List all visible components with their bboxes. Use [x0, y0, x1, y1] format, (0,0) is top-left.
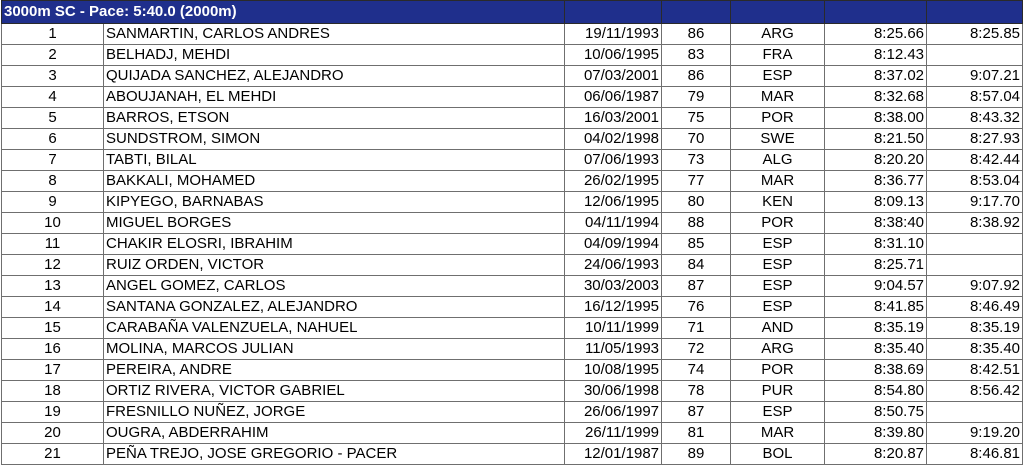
season-best-cell: 8:36.77 [825, 171, 927, 192]
athlete-name-cell: CARABAÑA VALENZUELA, NAHUEL [104, 318, 565, 339]
birth-date-cell: 16/12/1995 [565, 297, 662, 318]
personal-best-cell [927, 255, 1023, 276]
season-best-cell: 8:50.75 [825, 402, 927, 423]
table-row [2, 297, 1023, 318]
table-row [2, 171, 1023, 192]
season-best-cell: 8:35.19 [825, 318, 927, 339]
nation-cell: FRA [731, 45, 825, 66]
nation-cell: SWE [731, 129, 825, 150]
athlete-name-cell: MIGUEL BORGES [104, 213, 565, 234]
personal-best-cell: 8:42.51 [927, 360, 1023, 381]
season-best-cell: 8:09.13 [825, 192, 927, 213]
table-row [2, 150, 1023, 171]
table-row [2, 66, 1023, 87]
bib-cell: 83 [662, 45, 731, 66]
birth-date-cell: 06/06/1987 [565, 87, 662, 108]
table-row [2, 192, 1023, 213]
nation-cell: ESP [731, 402, 825, 423]
athlete-name-cell: ABOUJANAH, EL MEHDI [104, 87, 565, 108]
position-cell: 19 [2, 402, 104, 423]
nation-cell: MAR [731, 423, 825, 444]
nation-cell: ALG [731, 150, 825, 171]
season-best-cell: 8:38:40 [825, 213, 927, 234]
season-best-cell: 8:38.69 [825, 360, 927, 381]
personal-best-cell: 8:38.92 [927, 213, 1023, 234]
personal-best-cell: 9:07.92 [927, 276, 1023, 297]
athlete-name-cell: PEREIRA, ANDRE [104, 360, 565, 381]
athlete-name-cell: MOLINA, MARCOS JULIAN [104, 339, 565, 360]
nation-cell: AND [731, 318, 825, 339]
personal-best-cell: 8:35.19 [927, 318, 1023, 339]
position-cell: 17 [2, 360, 104, 381]
nation-cell: ESP [731, 276, 825, 297]
personal-best-cell: 8:53.04 [927, 171, 1023, 192]
table-row [2, 318, 1023, 339]
birth-date-cell: 04/02/1998 [565, 129, 662, 150]
bib-cell: 84 [662, 255, 731, 276]
birth-date-cell: 26/06/1997 [565, 402, 662, 423]
birth-date-cell: 11/05/1993 [565, 339, 662, 360]
bib-cell: 87 [662, 402, 731, 423]
position-cell: 1 [2, 24, 104, 45]
bib-cell: 81 [662, 423, 731, 444]
position-cell: 3 [2, 66, 104, 87]
birth-date-cell: 16/03/2001 [565, 108, 662, 129]
position-cell: 10 [2, 213, 104, 234]
position-cell: 15 [2, 318, 104, 339]
bib-cell: 86 [662, 66, 731, 87]
table-row [2, 213, 1023, 234]
table-row [2, 339, 1023, 360]
position-cell: 7 [2, 150, 104, 171]
bib-cell: 87 [662, 276, 731, 297]
season-best-cell: 8:38.00 [825, 108, 927, 129]
birth-date-cell: 12/06/1995 [565, 192, 662, 213]
table-row [2, 45, 1023, 66]
athlete-name-cell: RUIZ ORDEN, VICTOR [104, 255, 565, 276]
nation-cell: ESP [731, 234, 825, 255]
birth-date-cell: 30/03/2003 [565, 276, 662, 297]
athlete-name-cell: CHAKIR ELOSRI, IBRAHIM [104, 234, 565, 255]
birth-date-cell: 04/11/1994 [565, 213, 662, 234]
season-best-cell: 8:12.43 [825, 45, 927, 66]
position-cell: 11 [2, 234, 104, 255]
bib-cell: 74 [662, 360, 731, 381]
season-best-cell: 8:25.66 [825, 24, 927, 45]
season-best-cell: 8:21.50 [825, 129, 927, 150]
position-cell: 12 [2, 255, 104, 276]
bib-cell: 86 [662, 24, 731, 45]
table-row [2, 402, 1023, 423]
birth-date-cell: 10/11/1999 [565, 318, 662, 339]
nation-cell: ESP [731, 255, 825, 276]
personal-best-cell: 8:27.93 [927, 129, 1023, 150]
season-best-cell: 8:37.02 [825, 66, 927, 87]
start-list-table [1, 0, 1023, 465]
season-best-cell: 8:39.80 [825, 423, 927, 444]
header-cell [731, 1, 825, 24]
nation-cell: MAR [731, 171, 825, 192]
personal-best-cell [927, 45, 1023, 66]
header-row [2, 1, 1023, 24]
nation-cell: BOL [731, 444, 825, 465]
nation-cell: ARG [731, 24, 825, 45]
bib-cell: 80 [662, 192, 731, 213]
athlete-name-cell: ANGEL GOMEZ, CARLOS [104, 276, 565, 297]
nation-cell: PUR [731, 381, 825, 402]
position-cell: 20 [2, 423, 104, 444]
season-best-cell: 8:31.10 [825, 234, 927, 255]
athlete-name-cell: PEÑA TREJO, JOSE GREGORIO - PACER [104, 444, 565, 465]
bib-cell: 70 [662, 129, 731, 150]
season-best-cell: 9:04.57 [825, 276, 927, 297]
athlete-name-cell: QUIJADA SANCHEZ, ALEJANDRO [104, 66, 565, 87]
nation-cell: ARG [731, 339, 825, 360]
season-best-cell: 8:41.85 [825, 297, 927, 318]
season-best-cell: 8:25.71 [825, 255, 927, 276]
position-cell: 21 [2, 444, 104, 465]
header-cell [662, 1, 731, 24]
position-cell: 4 [2, 87, 104, 108]
table-row [2, 360, 1023, 381]
table-row [2, 444, 1023, 465]
birth-date-cell: 04/09/1994 [565, 234, 662, 255]
athlete-name-cell: SANMARTIN, CARLOS ANDRES [104, 24, 565, 45]
header-cell [565, 1, 662, 24]
table-row [2, 129, 1023, 150]
nation-cell: ESP [731, 297, 825, 318]
athlete-name-cell: FRESNILLO NUÑEZ, JORGE [104, 402, 565, 423]
position-cell: 6 [2, 129, 104, 150]
personal-best-cell: 8:25.85 [927, 24, 1023, 45]
bib-cell: 72 [662, 339, 731, 360]
position-cell: 2 [2, 45, 104, 66]
athlete-name-cell: BELHADJ, MEHDI [104, 45, 565, 66]
bib-cell: 71 [662, 318, 731, 339]
season-best-cell: 8:35.40 [825, 339, 927, 360]
birth-date-cell: 12/01/1987 [565, 444, 662, 465]
bib-cell: 77 [662, 171, 731, 192]
bib-cell: 73 [662, 150, 731, 171]
table-row [2, 87, 1023, 108]
header-cell [927, 1, 1023, 24]
personal-best-cell: 8:35.40 [927, 339, 1023, 360]
birth-date-cell: 19/11/1993 [565, 24, 662, 45]
event-title: 3000m SC - Pace: 5:40.0 (2000m) [2, 1, 565, 24]
bib-cell: 75 [662, 108, 731, 129]
athlete-name-cell: TABTI, BILAL [104, 150, 565, 171]
personal-best-cell: 8:56.42 [927, 381, 1023, 402]
birth-date-cell: 07/03/2001 [565, 66, 662, 87]
athlete-name-cell: OUGRA, ABDERRAHIM [104, 423, 565, 444]
season-best-cell: 8:20.87 [825, 444, 927, 465]
personal-best-cell [927, 402, 1023, 423]
personal-best-cell [927, 234, 1023, 255]
season-best-cell: 8:20.20 [825, 150, 927, 171]
birth-date-cell: 30/06/1998 [565, 381, 662, 402]
table-row [2, 234, 1023, 255]
position-cell: 5 [2, 108, 104, 129]
birth-date-cell: 26/02/1995 [565, 171, 662, 192]
season-best-cell: 8:32.68 [825, 87, 927, 108]
personal-best-cell: 8:43.32 [927, 108, 1023, 129]
table-row [2, 276, 1023, 297]
nation-cell: POR [731, 108, 825, 129]
personal-best-cell: 9:07.21 [927, 66, 1023, 87]
athlete-name-cell: BARROS, ETSON [104, 108, 565, 129]
nation-cell: KEN [731, 192, 825, 213]
position-cell: 9 [2, 192, 104, 213]
birth-date-cell: 10/06/1995 [565, 45, 662, 66]
table-row [2, 381, 1023, 402]
personal-best-cell: 9:19.20 [927, 423, 1023, 444]
bib-cell: 89 [662, 444, 731, 465]
position-cell: 8 [2, 171, 104, 192]
nation-cell: POR [731, 213, 825, 234]
position-cell: 18 [2, 381, 104, 402]
table-row [2, 24, 1023, 45]
athlete-name-cell: BAKKALI, MOHAMED [104, 171, 565, 192]
personal-best-cell: 8:57.04 [927, 87, 1023, 108]
personal-best-cell: 8:42.44 [927, 150, 1023, 171]
table-row [2, 108, 1023, 129]
position-cell: 13 [2, 276, 104, 297]
personal-best-cell: 8:46.81 [927, 444, 1023, 465]
nation-cell: POR [731, 360, 825, 381]
athlete-name-cell: KIPYEGO, BARNABAS [104, 192, 565, 213]
athlete-name-cell: SUNDSTROM, SIMON [104, 129, 565, 150]
birth-date-cell: 24/06/1993 [565, 255, 662, 276]
position-cell: 16 [2, 339, 104, 360]
nation-cell: MAR [731, 87, 825, 108]
table-row [2, 255, 1023, 276]
bib-cell: 78 [662, 381, 731, 402]
bib-cell: 85 [662, 234, 731, 255]
personal-best-cell: 8:46.49 [927, 297, 1023, 318]
nation-cell: ESP [731, 66, 825, 87]
bib-cell: 79 [662, 87, 731, 108]
birth-date-cell: 26/11/1999 [565, 423, 662, 444]
athlete-name-cell: SANTANA GONZALEZ, ALEJANDRO [104, 297, 565, 318]
athlete-name-cell: ORTIZ RIVERA, VICTOR GABRIEL [104, 381, 565, 402]
bib-cell: 88 [662, 213, 731, 234]
season-best-cell: 8:54.80 [825, 381, 927, 402]
personal-best-cell: 9:17.70 [927, 192, 1023, 213]
bib-cell: 76 [662, 297, 731, 318]
table-row [2, 423, 1023, 444]
birth-date-cell: 07/06/1993 [565, 150, 662, 171]
birth-date-cell: 10/08/1995 [565, 360, 662, 381]
header-cell [825, 1, 927, 24]
position-cell: 14 [2, 297, 104, 318]
